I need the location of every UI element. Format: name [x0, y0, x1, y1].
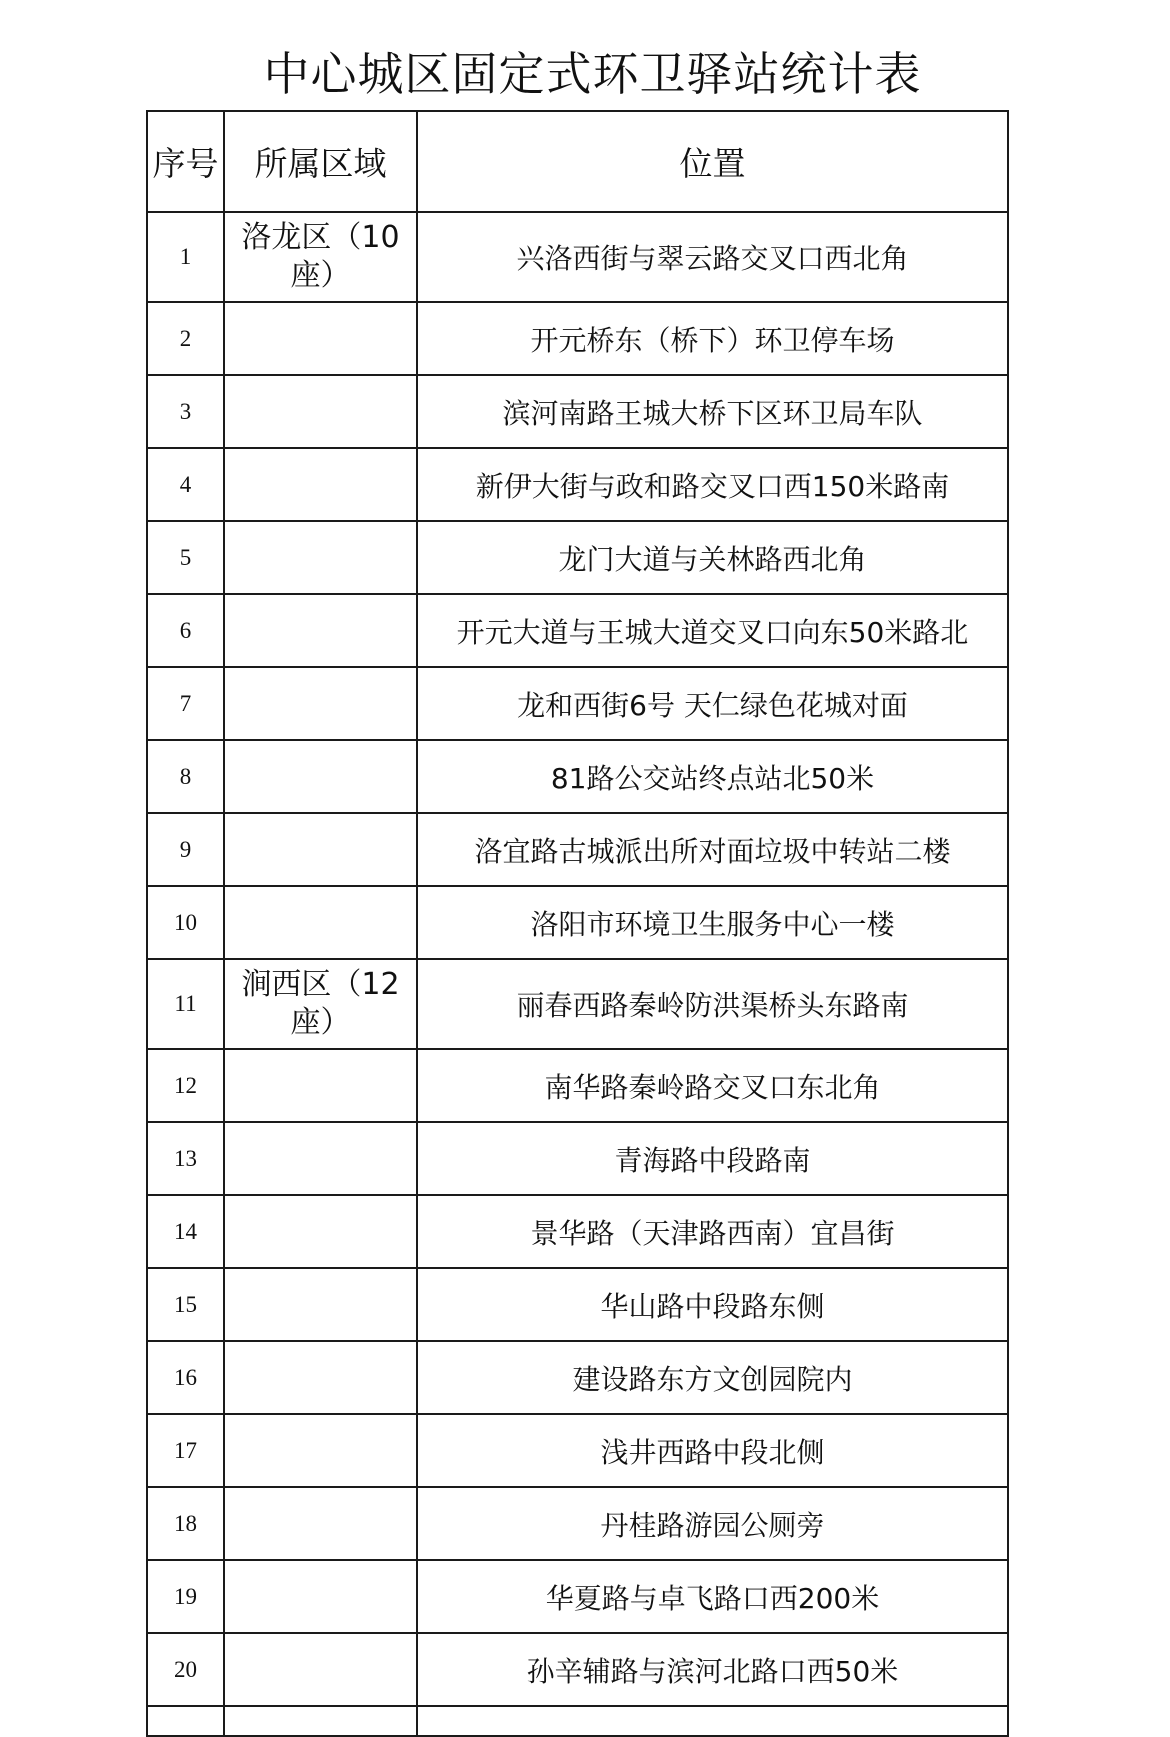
- table-row: [147, 1633, 1008, 1706]
- row-number: 14: [147, 1195, 224, 1268]
- column-header-no: 序号: [147, 111, 224, 212]
- location-cell: 开元大道与王城大道交叉口向东50米路北: [417, 594, 1008, 667]
- table-row: [147, 1560, 1008, 1633]
- row-number: 10: [147, 886, 224, 959]
- location-cell: 新伊大街与政和路交叉口西150米路南: [417, 448, 1008, 521]
- row-number: 12: [147, 1049, 224, 1122]
- page-title: 中心城区固定式环卫驿站统计表: [263, 47, 922, 101]
- column-header-area: 所属区域: [224, 111, 417, 212]
- area-cell-empty: [224, 886, 417, 959]
- location-cell: 龙和西街6号 天仁绿色花城对面: [417, 667, 1008, 740]
- station-table: [146, 110, 1009, 1737]
- table-row: [147, 594, 1008, 667]
- location-cell-cut: [417, 1706, 1008, 1736]
- area-cell-empty: [224, 813, 417, 886]
- row-number: 9: [147, 813, 224, 886]
- area-cell-empty: [224, 1049, 417, 1122]
- location-cell: 青海路中段路南: [417, 1122, 1008, 1195]
- location-cell: 浅井西路中段北侧: [417, 1414, 1008, 1487]
- area-cell-empty: [224, 1195, 417, 1268]
- location-cell: 建设路东方文创园院内: [417, 1341, 1008, 1414]
- location-cell: 洛阳市环境卫生服务中心一楼: [417, 886, 1008, 959]
- table-row: [147, 1049, 1008, 1122]
- row-number: 17: [147, 1414, 224, 1487]
- row-number: 11: [147, 959, 224, 1049]
- area-cell-empty: [224, 740, 417, 813]
- location-cell: 龙门大道与关林路西北角: [417, 521, 1008, 594]
- table-row: [147, 959, 1008, 1049]
- location-cell: 洛宜路古城派出所对面垃圾中转站二楼: [417, 813, 1008, 886]
- area-cell-empty: [224, 1341, 417, 1414]
- table-row: [147, 302, 1008, 375]
- row-number: 16: [147, 1341, 224, 1414]
- area-cell-empty: [224, 302, 417, 375]
- location-cell: 开元桥东（桥下）环卫停车场: [417, 302, 1008, 375]
- area-cell-empty: [224, 1706, 417, 1736]
- row-number: 5: [147, 521, 224, 594]
- row-number: 8: [147, 740, 224, 813]
- location-cell: 81路公交站终点站北50米: [417, 740, 1008, 813]
- table-row: [147, 813, 1008, 886]
- location-cell: 华夏路与卓飞路口西200米: [417, 1560, 1008, 1633]
- row-number: 6: [147, 594, 224, 667]
- row-number: 15: [147, 1268, 224, 1341]
- location-cell: 兴洛西街与翠云路交叉口西北角: [417, 212, 1008, 302]
- location-cell: 南华路秦岭路交叉口东北角: [417, 1049, 1008, 1122]
- area-cell-empty: [224, 1633, 417, 1706]
- table-row: [147, 1195, 1008, 1268]
- area-cell-empty: [224, 448, 417, 521]
- row-number: 4: [147, 448, 224, 521]
- row-number: 2: [147, 302, 224, 375]
- location-cell: 华山路中段路东侧: [417, 1268, 1008, 1341]
- row-number: 7: [147, 667, 224, 740]
- area-cell-empty: [224, 1487, 417, 1560]
- row-number: 20: [147, 1633, 224, 1706]
- area-cell-empty: [224, 1414, 417, 1487]
- table-row: [147, 375, 1008, 448]
- location-cell: 滨河南路王城大桥下区环卫局车队: [417, 375, 1008, 448]
- table-row: [147, 1341, 1008, 1414]
- location-cell: 丹桂路游园公厕旁: [417, 1487, 1008, 1560]
- area-cell-empty: [224, 1560, 417, 1633]
- table-row: [147, 1268, 1008, 1341]
- area-cell-empty: [224, 521, 417, 594]
- area-cell-empty: [224, 1122, 417, 1195]
- table-row: [147, 1487, 1008, 1560]
- row-number: 3: [147, 375, 224, 448]
- row-number: 13: [147, 1122, 224, 1195]
- area-cell-jianxi: 涧西区（12座）: [224, 959, 417, 1049]
- area-cell-empty: [224, 594, 417, 667]
- area-cell-empty: [224, 1268, 417, 1341]
- table-row: [147, 1122, 1008, 1195]
- area-cell-empty: [224, 667, 417, 740]
- table-row: [147, 667, 1008, 740]
- location-cell: 孙辛辅路与滨河北路口西50米: [417, 1633, 1008, 1706]
- row-number: 18: [147, 1487, 224, 1560]
- table-row: [147, 740, 1008, 813]
- row-number: 1: [147, 212, 224, 302]
- table-row: [147, 212, 1008, 302]
- area-cell-luolong: 洛龙区（10座）: [224, 212, 417, 302]
- table-row: [147, 1414, 1008, 1487]
- row-number: 19: [147, 1560, 224, 1633]
- table-header-row: [147, 111, 1008, 212]
- table-row: [147, 886, 1008, 959]
- location-cell: 丽春西路秦岭防洪渠桥头东路南: [417, 959, 1008, 1049]
- column-header-location: 位置: [417, 111, 1008, 212]
- table-row: [147, 521, 1008, 594]
- table-row: [147, 448, 1008, 521]
- table-row-partial: [147, 1706, 1008, 1736]
- area-cell-empty: [224, 375, 417, 448]
- location-cell: 景华路（天津路西南）宜昌街: [417, 1195, 1008, 1268]
- row-number-cut: [147, 1706, 224, 1736]
